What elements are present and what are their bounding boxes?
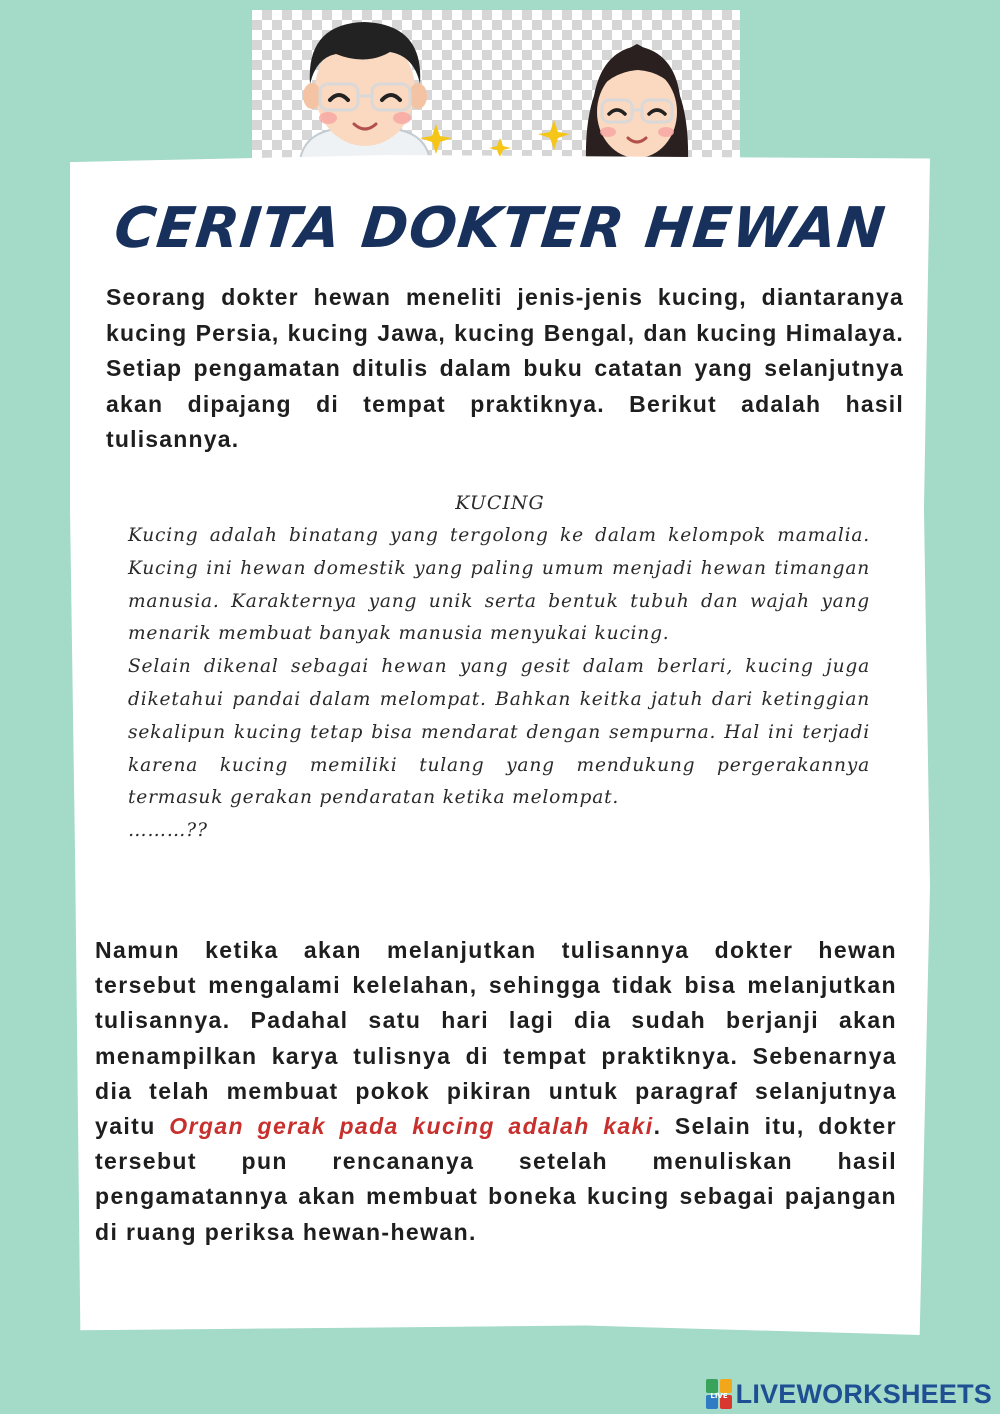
outro-text-before: Namun ketika akan melanjutkan tulisannya dokter hewan tersebut mengalami kelelahan, sehingga tidak bisa melanjutkan tulisannya. Padahal satu hari lagi dia sudah berjanji akan menampilkan karya tulisnya di tempat praktiknya. Sebenarnya dia telah membuat pokok pikiran untuk paragraf selanjutnya yaitu	[95, 937, 897, 1140]
page-title: CERITA DOKTER HEWAN	[111, 196, 889, 261]
liveworksheets-badge-icon	[706, 1379, 732, 1409]
female-doctor-illustration	[578, 30, 696, 160]
outro-text-after: . Selain itu, dokter tersebut pun rencananya setelah menuliskan hasil pengamatannya akan membuat boneka kucing sebagai pajangan di ruang periksa hewan-hewan.	[95, 1113, 897, 1245]
story-paragraph-1: Kucing adalah binatang yang tergolong ke dalam kelompok mamalia. Kucing ini hewan domestik yang paling umum menjadi hewan timangan manusia. Karakternya yang unik serta bentuk tubuh dan wajah yang menarik membuat banyak manusia menyukai kucing.	[128, 525, 870, 645]
story-block	[128, 520, 870, 848]
male-doctor-illustration	[290, 18, 440, 160]
outro-paragraph	[95, 933, 897, 1250]
story-title: KUCING	[455, 492, 545, 514]
main-idea-highlight: Organ gerak pada kucing adalah kaki	[169, 1113, 654, 1140]
story-ellipsis: ………??	[128, 820, 208, 842]
story-paragraph-2: Selain dikenal sebagai hewan yang gesit dalam berlari, kucing juga diketahui pandai dalam melompat. Bahkan keitka jatuh dari ketinggian sekalipun kucing tetap bisa mendarat dengan sempurna. Hal ini terjadi karena kucing memiliki tulang yang mendukung pergerakannya termasuk gerakan pendaratan ketika melompat.	[128, 656, 870, 809]
liveworksheets-logo[interactable]	[706, 1378, 992, 1410]
badge-letters: LIVE	[710, 1392, 728, 1400]
intro-paragraph: Seorang dokter hewan meneliti jenis-jenis kucing, diantaranya kucing Persia, kucing Jawa, kucing Bengal, dan kucing Himalaya. Setiap pengamatan ditulis dalam buku catatan yang selanjutnya akan dipajang di tempat praktiknya. Berikut adalah hasil tulisannya.	[106, 284, 904, 452]
liveworksheets-text: LIVEWORKSHEETS	[735, 1378, 992, 1409]
